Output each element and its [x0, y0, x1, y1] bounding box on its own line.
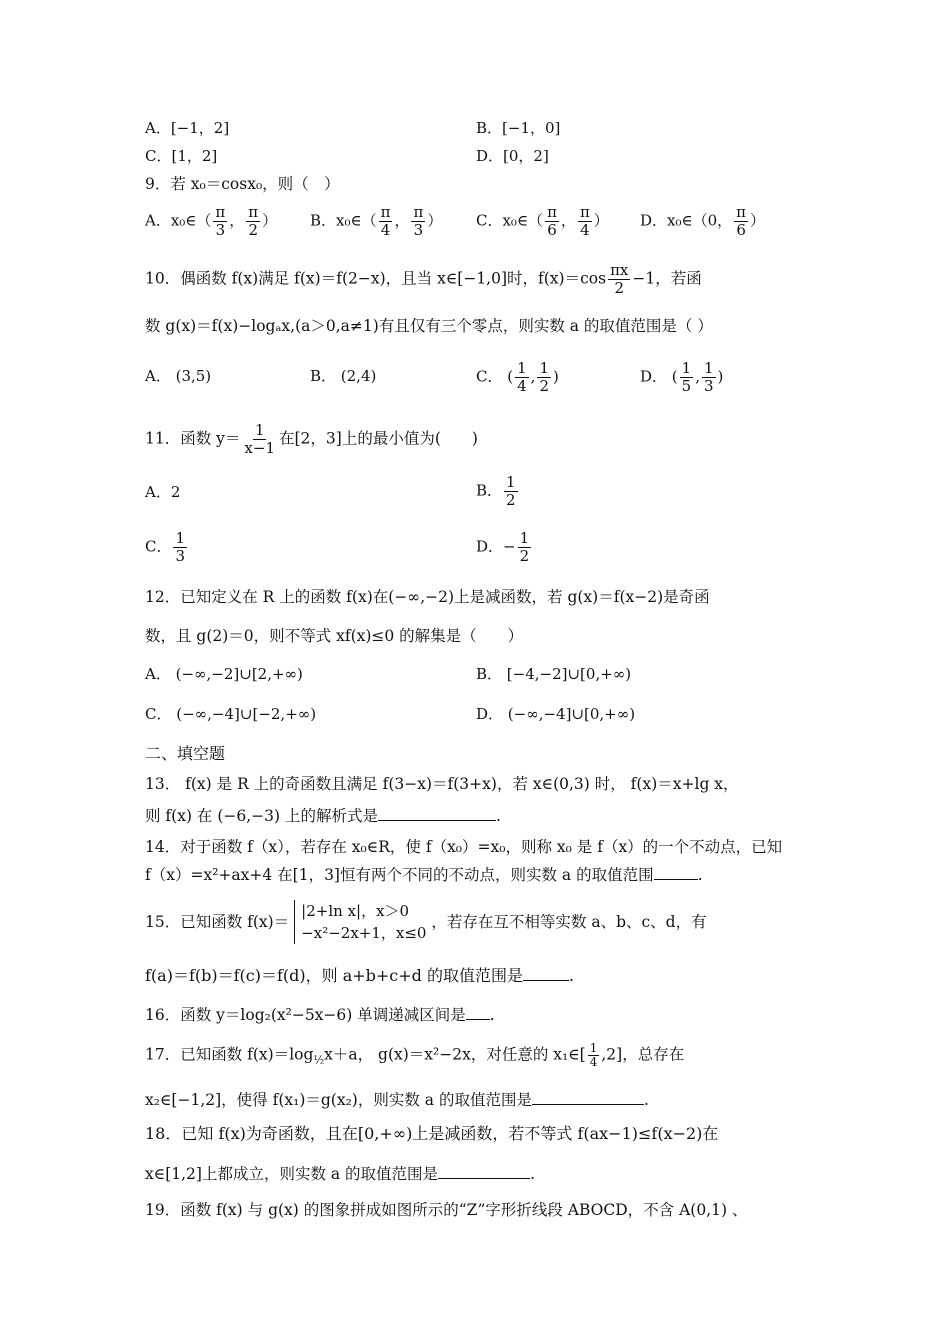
answer-blank[interactable] [466, 1005, 490, 1020]
q10-option-b: B． (2,4) [310, 367, 377, 385]
q8-option-c: C．[1，2] [145, 147, 218, 165]
q10-stem-line2: 数 g(x)＝f(x)−logₐx,(a＞0,a≠1)有且仅有三个零点，则实数 a 的取值范围是（ ） [145, 317, 713, 335]
q11-option-d: D．− $\frac{1}{2}$ [476, 529, 530, 565]
q10-option-d: D． ( $\frac{1}{5}$ , $\frac{1}{3}$ ) [640, 359, 724, 395]
q13-line1: 13． f(x) 是 R 上的奇函数且满足 f(3−x)＝f(3+x)，若 x∈(0,3) 时， f(x)＝x+lg x， [145, 775, 739, 793]
q15-case-2: −x²−2x+1，x≤0 [301, 924, 427, 942]
q14-line2: f（x）=x²+ax+4 在[1，3]恒有两个不同的不动点，则实数 a 的取值范围 . [145, 866, 703, 884]
q12-option-a: A． (−∞,−2]∪[2,+∞) [145, 665, 303, 683]
q12-option-c: C． (−∞,−4]∪[−2,+∞) [145, 705, 317, 723]
q11-stem: 11．函数 y＝ $\frac{1}{x-1}$ 在[2，3]上的最小值为( ) [145, 421, 478, 457]
q11-option-b: B． $\frac{1}{2}$ [476, 473, 516, 509]
q15-line2: f(a)＝f(b)＝f(c)＝f(d)，则 a+b+c+d 的取值范围是 . [145, 966, 575, 985]
q8-option-d: D．[0，2] [476, 147, 549, 165]
q17-line2: x₂∈[−1,2]，使得 f(x₁)＝g(x₂)，则实数 a 的取值范围是 . [145, 1091, 649, 1109]
answer-blank[interactable] [438, 1164, 530, 1179]
q9-option-a: A．x₀∈（ $\frac{\pi}{3}$ ， $\frac{\pi}{2}$ ） [145, 203, 278, 239]
q18-line1: 18．已知 f(x)为奇函数，且在[0,+∞)上是减函数，若不等式 f(ax−1)≤f(x−2)在 [145, 1124, 719, 1143]
q10-option-a: A． (3,5) [145, 367, 212, 385]
section-heading: 二、填空题 [145, 744, 226, 763]
q15-case-1: |2+ln x|，x＞0 [301, 902, 410, 920]
q12-stem-line1: 12．已知定义在 R 上的函数 f(x)在(−∞,−2)上是减函数，若 g(x)＝f(x−2)是奇函 [145, 588, 710, 606]
q12-option-d: D． (−∞,−4]∪[0,+∞) [476, 705, 636, 723]
q12-stem-line2: 数，且 g(2)＝0，则不等式 xf(x)≤0 的解集是（ ） [145, 627, 524, 645]
answer-blank[interactable] [532, 1090, 644, 1105]
q18-line2: x∈[1,2]上都成立，则实数 a 的取值范围是 . [145, 1165, 535, 1183]
q11-option-c: C． $\frac{1}{3}$ [145, 529, 186, 565]
q11-option-a: A．2 [145, 483, 181, 501]
q17-line1: 17．已知函数 $f(x)=\log_{\frac{1}{2}}x+a$， g(x)＝x²−2x，对任意的 x₁∈[ $\frac{1}{4}$ ,2]，总存在 [145, 1041, 685, 1069]
q19-line1: 19．函数 f(x) 与 g(x) 的图象拼成如图所示的“Z”字形折线段 ABOCD，不含 A(0,1) 、 [145, 1201, 748, 1219]
q16-line: 16．函数 y＝log₂(x²−5x−6) 单调递减区间是 . [145, 1006, 495, 1024]
q8-option-b: B．[−1，0] [476, 119, 561, 137]
q14-line1: 14．对于函数 f（x），若存在 x₀∈R，使 f（x₀）=x₀，则称 x₀ 是 f（x）的一个不动点，已知 [145, 838, 783, 856]
q15-line1: 15．已知函数 f(x)＝ |2+ln x|，x＞0 −x²−2x+1，x≤0 ，若存在互不相等实数 a、b、c、d，有 [145, 902, 707, 942]
answer-blank[interactable] [654, 865, 698, 880]
q9-option-d: D．x₀∈（0， $\frac{\pi}{6}$ ） [640, 203, 766, 239]
q9-stem: 9．若 x₀＝cosx₀，则（ ） [145, 175, 340, 193]
answer-blank[interactable] [378, 806, 496, 821]
q9-option-b: B．x₀∈（ $\frac{\pi}{4}$ ， $\frac{\pi}{3}$ ） [310, 203, 443, 239]
q13-line2: 则 f(x) 在 (−6,−3) 上的解析式是 . [145, 807, 501, 825]
q10-option-c: C． ( $\frac{1}{4}$ , $\frac{1}{2}$ ) [476, 359, 559, 395]
q10-stem-line1: 10．偶函数 f(x)满足 f(x)＝f(2−x)，且当 x∈[−1,0]时，f(x)＝cos $\frac{\pi x}{2}$ −1，若函 [145, 261, 702, 297]
q9-option-c: C．x₀∈（ $\frac{\pi}{6}$ ， $\frac{\pi}{4}$ ） [476, 203, 609, 239]
answer-blank[interactable] [523, 966, 569, 981]
q8-option-a: A．[−1，2] [145, 119, 230, 137]
q12-option-b: B． [−4,−2]∪[0,+∞) [476, 665, 632, 683]
